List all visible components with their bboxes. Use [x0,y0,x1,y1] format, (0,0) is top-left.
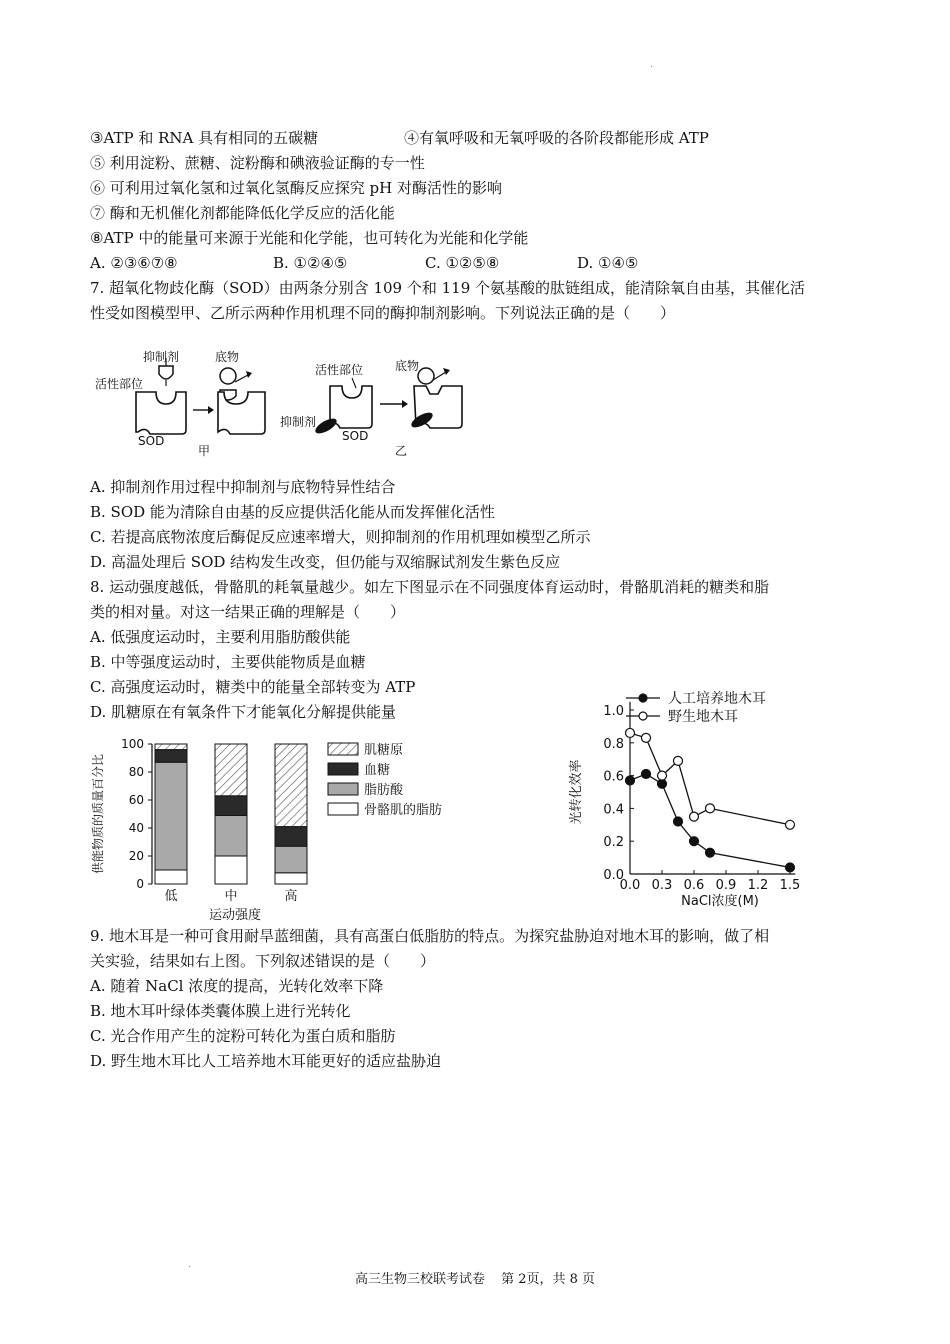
line-point-1-6 [786,820,795,829]
yi-inhibitor-label: 抑制剂 [280,415,317,429]
line-y-tick-label: 0.6 [603,769,624,785]
q6-option-c: C. ①②⑤⑧ [425,254,500,272]
bar-legend-label: 脂肪酸 [364,783,404,798]
line-point-0-3 [674,817,683,826]
bar-legend-swatch [328,763,358,775]
line-point-0-5 [706,848,715,857]
bar-y-tick-label: 0 [136,877,144,891]
yi-substrate-label: 底物 [395,359,420,373]
q6-statement-4: ④有氧呼吸和无氧呼吸的各阶段都能形成 ATP [404,129,709,147]
jia-enzyme-shape [136,392,186,434]
sod-inhibitor-diagram [90,342,490,462]
line-point-1-5 [706,804,715,813]
bar-x-axis-label: 运动强度 [208,908,262,923]
q7-option-c: C. 若提高底物浓度后酶促反应速率增大，则抑制剂的作用机理如模型乙所示 [90,528,591,546]
q6-statement-8: ⑧ATP 中的能量可来源于光能和化学能，也可转化为光能和化学能 [90,229,529,247]
top-mark: · [650,62,654,73]
footer-title: 高三生物三校联考试卷 [354,1272,485,1287]
line-x-tick-label: 0.0 [619,878,641,893]
bar-segment-2-2 [275,827,307,847]
jia-substrate-label: 底物 [215,350,240,364]
q9-option-b: B. 地木耳叶绿体类囊体膜上进行光转化 [90,1002,351,1020]
q7-option-a: A. 抑制剂作用过程中抑制剂与底物特异性结合 [90,478,396,496]
bar-segment-2-1 [275,846,307,873]
line-y-tick-label: 0.0 [603,868,624,883]
energy-source-bar-chart [88,733,488,923]
bar-y-tick-label: 100 [121,737,144,751]
line-x-tick-label: 1.5 [779,878,801,893]
bar-x-tick-label: 高 [284,889,298,904]
q7-stem-line1: 7. 超氧化物歧化酶（SOD）由两条分别含 109 个和 119 个氨基酸的肽链组成，能清除氧自由基，其催化活 [90,279,806,297]
q8-option-c: C. 高强度运动时，糖类中的能量全部转变为 ATP [90,678,416,696]
bar-y-tick-label: 80 [128,765,144,779]
bar-legend-label: 血糖 [364,763,391,778]
yi-enzyme-label: SOD [342,429,369,443]
q7-option-b: B. SOD 能为清除自由基的反应提供活化能从而发挥催化活性 [90,503,495,521]
bar-legend-label: 肌糖原 [364,743,404,758]
q9-option-a: A. 随着 NaCl 浓度的提高，光转化效率下降 [90,977,384,995]
bar-legend-swatch [328,743,358,755]
yi-active-site-label: 活性部位 [315,363,364,377]
model-jia [95,349,265,458]
q7-stem-line2: 性受如图模型甲、乙所示两种作用机理不同的酶抑制剂影响。下列说法正确的是（ ） [90,304,676,322]
q8-stem-line1: 8. 运动强度越低，骨骼肌的耗氧量越少。如左下图显示在不同强度体育运动时，骨骼肌消耗的糖类和脂 [90,578,770,596]
bar-legend-label: 骨骼肌的脂肪 [364,803,443,818]
q6-statement-6: ⑥ 可利用过氧化氢和过氧化氢酶反应探究 pH 对酶活性的影响 [90,179,502,197]
line-legend-marker [639,712,647,720]
yi-caption: 乙 [395,444,408,458]
line-x-tick-label: 1.2 [747,878,769,893]
line-y-tick-label: 0.8 [603,736,624,752]
q9-option-c: C. 光合作用产生的淀粉可转化为蛋白质和脂肪 [90,1027,396,1045]
q6-statement-7: ⑦ 酶和无机催化剂都能降低化学反应的活化能 [90,204,395,222]
q8-option-b: B. 中等强度运动时，主要供能物质是血糖 [90,653,366,671]
page-footer [0,1268,950,1287]
bar-segment-0-2 [155,750,187,763]
line-legend-marker [639,694,647,702]
line-point-1-2 [658,771,667,780]
bar-y-axis-label: 供能物质的质量百分比 [91,753,105,875]
bar-x-tick-label: 低 [164,889,178,904]
bar-segment-0-1 [155,762,187,870]
line-x-tick-label: 0.9 [715,878,737,893]
line-legend-label: 人工培养地木耳 [668,691,766,707]
line-y-axis-label: 光转化效率 [569,759,584,825]
jia-substrate-circle [220,368,236,384]
line-point-0-4 [690,837,699,846]
footer-page: 第 2页，共 8 页 [501,1272,596,1287]
q8-stem-line2: 类的相对量。对这一结果正确的理解是（ ） [90,603,406,621]
bar-legend-swatch [328,783,358,795]
q8-option-d: D. 肌糖原在有氧条件下才能氧化分解提供能量 [90,703,397,721]
bar-segment-1-3 [215,744,247,796]
nacl-efficiency-line-chart [564,686,824,918]
q8-option-a: A. 低强度运动时，主要利用脂肪酸供能 [90,628,351,646]
line-point-1-0 [626,728,635,737]
q6-option-d: D. ①④⑤ [577,254,639,272]
bar-y-tick-label: 40 [128,821,144,835]
line-x-tick-label: 0.3 [651,878,673,893]
bar-segment-1-0 [215,856,247,884]
q7-option-d: D. 高温处理后 SOD 结构发生改变，但仍能与双缩脲试剂发生紫色反应 [90,553,561,571]
bar-segment-2-0 [275,873,307,884]
line-point-1-3 [674,756,683,765]
line-point-0-1 [642,769,651,778]
line-point-1-4 [690,812,699,821]
jia-inhibitor-label: 抑制剂 [143,350,180,364]
q6-option-b: B. ①②④⑤ [273,254,348,272]
line-legend-label: 野生地木耳 [668,709,738,725]
bar-segment-2-3 [275,744,307,827]
q9-stem-line1: 9. 地木耳是一种可食用耐旱蓝细菌，具有高蛋白低脂肪的特点。为探究盐胁迫对地木耳的影响，做了相 [90,927,770,945]
q9-stem-line2: 关实验，结果如右上图。下列叙述错误的是（ ） [90,952,436,970]
model-yi [280,358,462,458]
bottom-mark: · [188,1262,192,1273]
jia-inhibitor-shape [159,366,173,379]
bar-segment-1-1 [215,815,247,856]
line-point-0-6 [786,863,795,872]
bar-segment-0-3 [155,744,187,750]
q6-statement-5: ⑤ 利用淀粉、蔗糖、淀粉酶和碘液验证酶的专一性 [90,154,425,172]
q6-statement-3: ③ATP 和 RNA 具有相同的五碳糖 [90,129,319,147]
line-point-1-1 [642,733,651,742]
bar-segment-0-0 [155,870,187,884]
line-point-0-0 [626,776,635,785]
bar-legend-swatch [328,803,358,815]
line-y-tick-label: 1.0 [603,704,624,719]
bar-x-tick-label: 中 [224,889,238,904]
bar-y-tick-label: 60 [128,793,144,807]
bar-segment-1-2 [215,796,247,816]
line-x-axis-label: NaCl浓度(M) [681,894,759,909]
q9-option-d: D. 野生地木耳比人工培养地木耳能更好的适应盐胁迫 [90,1052,442,1070]
line-x-tick-label: 0.6 [683,878,705,893]
jia-active-site-label: 活性部位 [95,377,144,391]
jia-enzyme-label: SOD [138,434,165,448]
jia-caption: 甲 [198,444,211,458]
line-y-tick-label: 0.2 [603,835,624,851]
q6-option-a: A. ②③⑥⑦⑧ [90,254,178,272]
line-y-tick-label: 0.4 [603,802,624,818]
bar-y-tick-label: 20 [128,849,144,863]
